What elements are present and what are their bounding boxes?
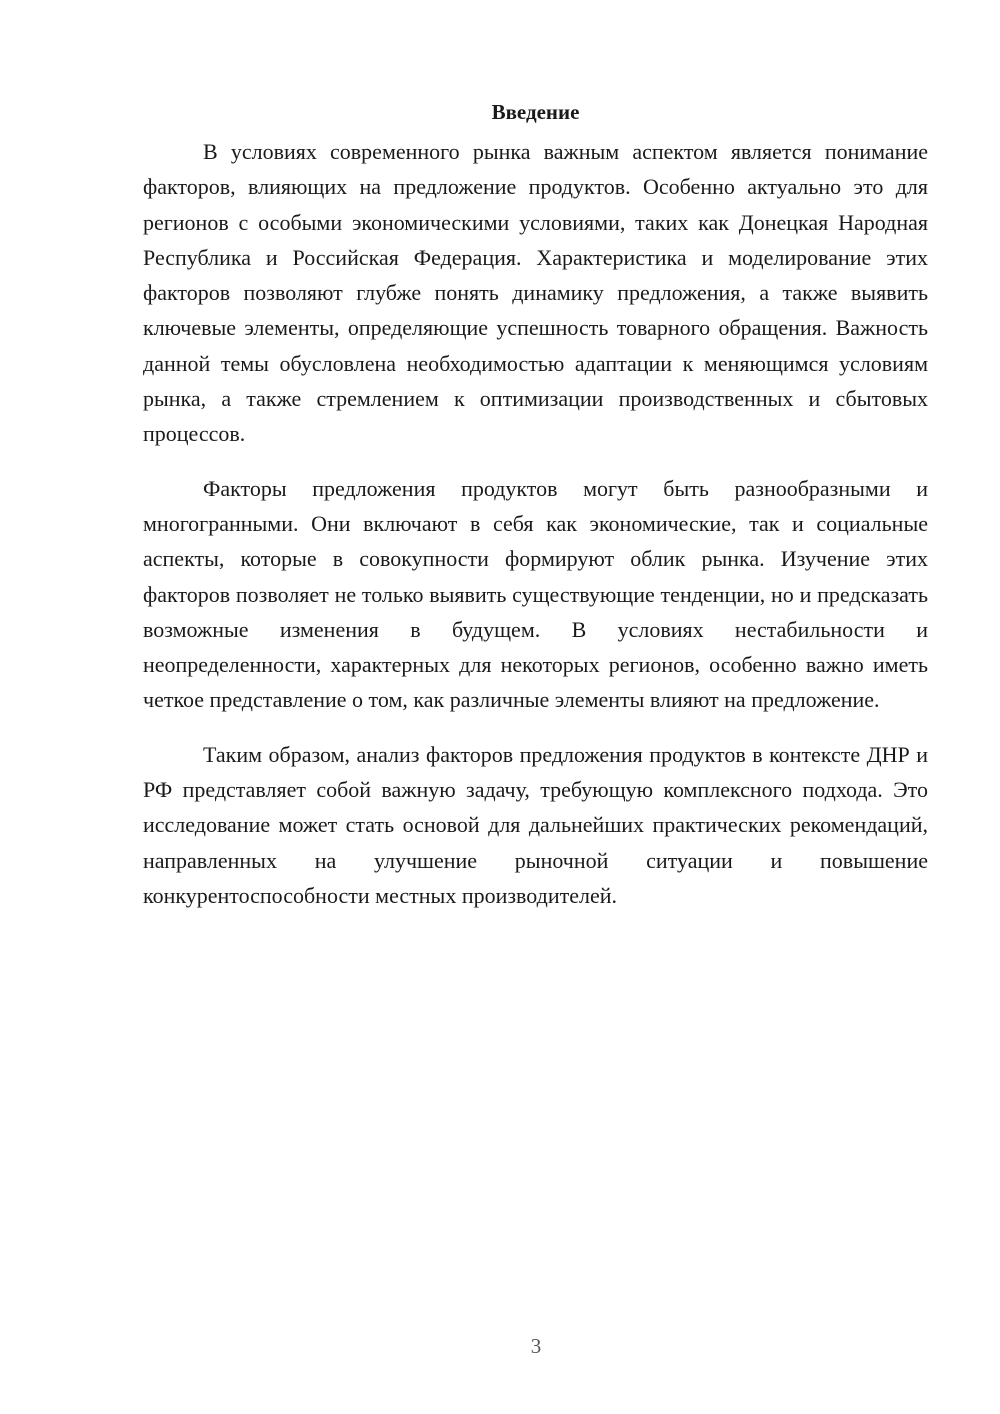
paragraph-2: Факторы предложения продуктов могут быть разнообразными и многогранными. Они включают в себя как экономические, так и социальные аспекты, которые в совокупности формируют облик рынка. Изучение этих факторов позволяет не только выявить существующие тенденции, но и предсказать возможные изменения в будущем. В условиях нестабильности и неопределенности, характерных для некоторых регионов, особенно важно иметь четкое представление о том, как различные элементы влияют на предложение.	[143, 475, 928, 713]
paragraph-1: В условиях современного рынка важным аспектом является понимание факторов, влияющих на предложение продуктов. Особенно актуально это для регионов с особыми экономическими условиями, таких как Донецкая Народная Республика и Российская Федерация. Характеристика и моделирование этих факторов позволяют глубже понять динамику предложения, а также выявить ключевые элементы, определяющие успешность товарного обращения. Важность данной темы обусловлена необходимостью адаптации к меняющимся условиям рынка, а также стремлением к оптимизации производственных и сбытовых процессов.	[143, 139, 928, 447]
paragraph-3: Таким образом, анализ факторов предложения продуктов в контексте ДНР и РФ представляет собой важную задачу, требующую комплексного подхода. Это исследование может стать основой для дальнейших практических рекомендаций, направленных на улучшение рыночной ситуации и повышение конкурентоспособности местных производителей.	[143, 741, 928, 908]
page-number: 3	[530, 1334, 542, 1358]
page-content	[143, 98, 928, 932]
section-title: Введение	[491, 100, 580, 124]
